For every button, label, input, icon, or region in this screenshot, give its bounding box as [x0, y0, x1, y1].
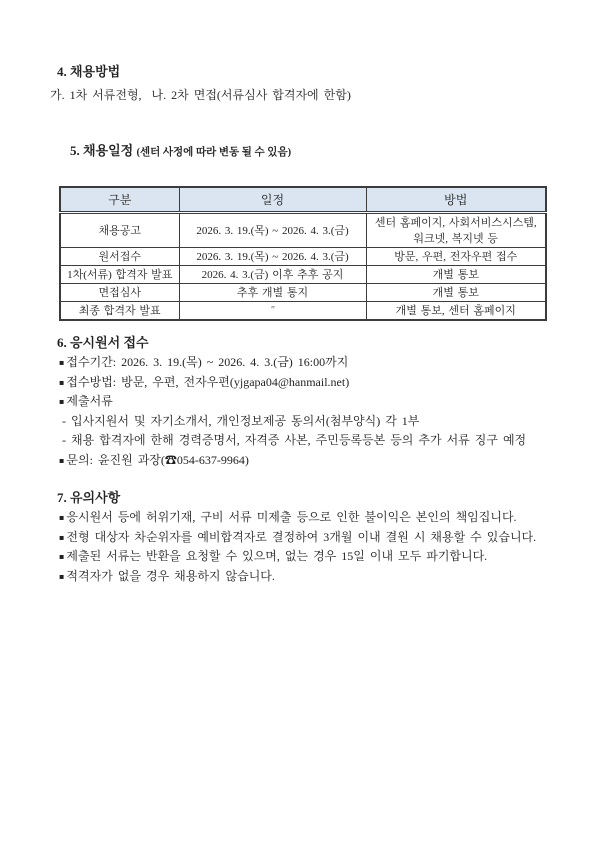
cell-category: 채용공고	[60, 213, 179, 248]
table-row-interview	[60, 284, 546, 302]
notice-item-false-statement	[59, 508, 551, 528]
notice-item-document-return	[59, 547, 551, 567]
section-5-title	[57, 127, 551, 177]
notice-item-reserve-candidate	[59, 528, 551, 548]
square-bullet-icon: ▪	[59, 358, 65, 367]
schedule-table	[59, 186, 547, 321]
notice-item-no-qualified	[59, 567, 551, 587]
cell-schedule: 2026. 4. 3.(금) 이후 추후 공지	[179, 266, 366, 284]
cell-category: 원서접수	[60, 248, 179, 266]
bullet-text: 접수기간: 2026. 3. 19.(목) ~ 2026. 4. 3.(금) 16:00까지	[66, 355, 349, 369]
table-row-final-pass	[60, 302, 546, 321]
cell-schedule: 추후 개별 통지	[179, 284, 366, 302]
square-bullet-icon: ▪	[59, 377, 65, 387]
bullet-text: 제출서류	[66, 394, 113, 408]
cell-category: 1차(서류) 합격자 발표	[60, 266, 179, 284]
column-header-category: 구분	[60, 187, 179, 213]
section-5-title-note: (센터 사정에 따라 변동 될 수 있음)	[136, 147, 292, 158]
square-bullet-icon: ▪	[59, 513, 65, 522]
bullet-text: 적격자가 없을 경우 채용하지 않습니다.	[66, 568, 275, 583]
section-5-title-text: 5. 채용일정	[70, 143, 137, 158]
cell-method: 개별 통보	[366, 284, 546, 302]
cell-schedule: 2026. 3. 19.(목) ~ 2026. 4. 3.(금)	[179, 213, 366, 248]
section-6-title: 6. 응시원서 접수	[57, 335, 149, 350]
bullet-item-documents	[59, 392, 551, 412]
column-header-schedule: 일정	[179, 187, 366, 213]
cell-category: 최종 합격자 발표	[60, 302, 179, 321]
table-row-first-pass	[60, 266, 546, 284]
square-bullet-icon: ▪	[59, 455, 65, 465]
square-bullet-icon: ▪	[59, 552, 65, 561]
bullet-item-contact	[59, 451, 551, 471]
schedule-table-header-row	[60, 187, 546, 213]
cell-method: 개별 통보	[366, 266, 546, 284]
cell-schedule-ditto-mark: ″	[179, 302, 366, 321]
bullet-text: 전형 대상자 차순위자를 예비합격자로 결정하여 3개월 이내 결원 시 채용할 수 있습니다.	[66, 529, 537, 544]
column-header-method: 방법	[366, 187, 546, 213]
bullet-item-reception-period	[59, 353, 551, 373]
square-bullet-icon: ▪	[59, 571, 65, 581]
cell-schedule: 2026. 3. 19.(목) ~ 2026. 4. 3.(금)	[179, 248, 366, 266]
contact-text: 문의: 윤진원 과장(☎054-637-9964)	[66, 452, 249, 467]
cell-method: 개별 통보, 센터 홈페이지	[366, 302, 546, 321]
cell-method: 센터 홈페이지, 사회서비스시스템, 워크넷, 복지넷 등	[366, 213, 546, 248]
bullet-item-reception-method	[59, 373, 551, 393]
cell-category: 면접심사	[60, 284, 179, 302]
sub-item-additional-documents: - 채용 합격자에 한해 경력증명서, 자격증 사본, 주민등록등본 등의 추가 서류 징구 예정	[62, 433, 527, 447]
bullet-text: 제출된 서류는 반환을 요청할 수 있으며, 없는 경우 15일 이내 모두 파기합니다.	[66, 549, 488, 563]
square-bullet-icon: ▪	[59, 397, 65, 406]
section-7-title: 7. 유의사항	[57, 490, 121, 505]
sub-item-application-forms: - 입사지원서 및 자기소개서, 개인정보제공 동의서(첨부양식) 각 1부	[62, 413, 420, 428]
cell-method: 방문, 우편, 전자우편 접수	[366, 248, 546, 266]
bullet-text: 응시원서 등에 허위기재, 구비 서류 미제출 등으로 인한 불이익은 본인의 책임집니다.	[66, 510, 517, 524]
document-body	[50, 64, 551, 586]
bullet-text: 접수방법: 방문, 우편, 전자우편(yjgapa04@hanmail.net)	[66, 374, 350, 389]
section-4-title: 4. 채용방법	[57, 64, 121, 79]
square-bullet-icon: ▪	[59, 532, 65, 542]
recruitment-method-text: 가. 1차 서류전형, 나. 2차 면접(서류심사 합격자에 한함)	[50, 88, 351, 102]
table-row-announcement	[60, 213, 546, 248]
table-row-application	[60, 248, 546, 266]
